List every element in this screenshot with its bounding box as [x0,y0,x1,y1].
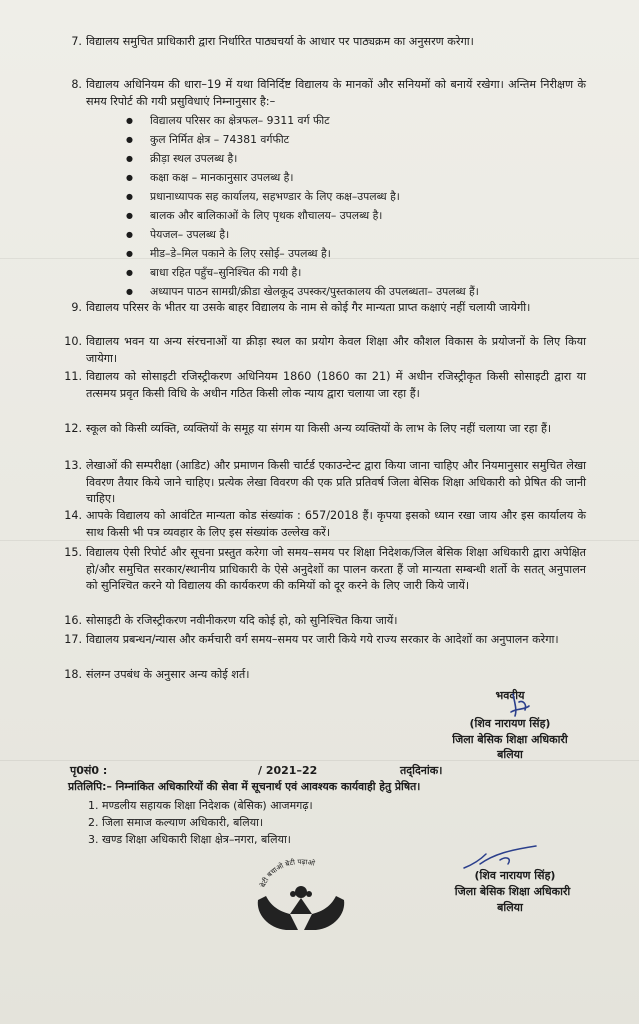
clause-text: विद्यालय अधिनियम की धारा–19 में यथा विनिर्दिष्ट विद्यालय के मानकों और सनियमों को बनायें रखेगा। अन्तिम निरीक्षण के समय रिपोर्ट की गयी प्रसुविधाएं निम्नानुसार है:– [86,78,586,108]
clause-number: 9. [71,301,82,314]
clause-number: 11. [64,370,82,383]
facility-item: ● मीड–डे–मिल पकाने के लिए रसोई– उपलब्ध है। [150,247,570,261]
facility-item: ● प्रधानाध्यापक सह कार्यालय, सहभण्डार के लिए कक्ष–उपलब्ध है। [150,190,570,204]
svg-text:बेटी बचाओ बेटी पढ़ाओ [258,857,316,888]
clause-10 [64,334,586,367]
clause-18 [64,667,586,684]
signatory-name: (शिव नारायण सिंह) [469,717,551,730]
clause-8 [71,77,586,110]
clause-14 [64,508,586,541]
facility-item: ● पेयजल– उपलब्ध है। [150,228,570,242]
signatory-designation: जिला बेसिक शिक्षा अधिकारी [452,733,568,746]
clause-12 [64,421,586,438]
facility-item: ● क्रीड़ा स्थल उपलब्ध है। [150,152,570,166]
clause-number: 13. [64,459,82,472]
signatory-name: (शिव नारायण सिंह) [474,869,556,882]
clause-number: 14. [64,509,82,522]
facility-item: ● बालक और बालिकाओं के लिए पृथक शौचालय– उपलब्ध है। [150,209,570,223]
clause-text: संलग्न उपबंध के अनुसार अन्य कोई शर्त। [86,668,250,681]
clause-number: 18. [64,668,82,681]
closing-salutation: भवदीय [495,689,525,702]
clause-number: 12. [64,422,82,435]
clause-text: विद्यालय परिसर के भीतर या उसके बाहर विद्यालय के नाम से कोई गैर मान्यता प्राप्त कक्षाएं नहीं चलायी जायेगी। [86,301,531,314]
clause-17 [64,632,586,649]
facility-item: ● कक्षा कक्ष – मानकानुसार उपलब्ध है। [150,171,570,185]
logo-text: बेटी बचाओ बेटी पढ़ाओ [259,857,316,889]
reference-year: / 2021–22 [258,764,318,777]
facility-item: ● विद्यालय परिसर का क्षेत्रफल– 9311 वर्ग फीट [150,114,570,128]
reference-number: पृ0सं0 : [70,764,108,777]
reference-date: तद्‌दिनांक। [400,764,443,777]
clause-text: लेखाओं की सम्परीक्षा (आडिट) और प्रमाणन किसी चार्टर्ड एकाउन्टेन्ट द्वारा किया जाना चाहिए और नियमानुसार समुचित लेखा विवरण तैयार किये जाने चाहिए। प्रत्येक लेखा विवरण की एक प्रति प्रतिवर्ष जिला बेसिक शिक्षा अधिकारी को प्रेषित की जानी चाहिए। [86,459,586,505]
clause-number: 8. [71,78,82,91]
clause-9 [71,300,586,317]
clause-number: 10. [64,335,82,348]
clause-number: 7. [71,35,82,48]
facility-item: ● कुल निर्मित क्षेत्र – 74381 वर्गफीट [150,133,570,147]
copy-recipient: 1. मण्डलीय सहायक शिक्षा निदेशक (बेसिक) आजमगढ़। [88,799,313,812]
beti-bachao-logo [246,856,356,936]
copy-heading: प्रतिलिपि:– निम्नांकित अधिकारियों की सेवा में सूचनार्थ एवं आवश्यक कार्यवाही हेतु प्रेषित। [68,780,421,793]
facility-item: ● बाधा रहित पहुँच–सुनिश्चित की गयी है। [150,266,570,280]
clause-13 [64,458,586,508]
signatory-place: बलिया [497,748,523,761]
clause-text: सोसाइटी के रजिस्ट्रीकरण नवीनीकरण यदि कोई हो, को सुनिश्चित किया जायें। [86,614,398,627]
clause-text: स्कूल को किसी व्यक्ति, व्यक्तियों के समूह या संगम या किसी अन्य व्यक्तियों के लाभ के लिए नहीं चलाया जा रहा हैं। [86,422,552,435]
signatory-designation: जिला बेसिक शिक्षा अधिकारी [454,885,571,898]
copy-recipient: 3. खण्ड शिक्षा अधिकारी शिक्षा क्षेत्र–नगरा, बलिया। [88,833,291,846]
clause-7 [71,34,586,51]
clause-text: विद्यालय भवन या अन्य संरचनाओं या क्रीड़ा स्थल का प्रयोग केवल शिक्षा और कौशल विकास के प्रयोजनों के लिए किया जायेगा। [86,335,586,365]
clause-text: आपके विद्यालय को आवंटित मान्यता कोड संख्यांक : 657/2018 हैं। कृपया इसको ध्यान रखा जाय और इस कार्यालय के साथ किसी भी पत्र व्यवहार के लिए इस संख्यांक उल्लेख करें। [86,509,586,539]
clause-16 [64,613,586,630]
clause-15 [64,545,586,595]
signatory-place: बलिया [497,901,523,914]
copy-recipient: 2. जिला समाज कल्याण अधिकारी, बलिया। [88,816,264,829]
clause-text: विद्यालय प्रबन्धन/न्यास और कर्मचारी वर्ग समय–समय पर जारी किये गये राज्य सरकार के आदेशों का अनुपालन करेगा। [86,633,559,646]
clause-text: विद्यालय को सोसाइटी रजिस्ट्रीकरण अधिनियम 1860 (1860 का 21) में अधीन रजिस्ट्रीकृत किसी सोसाइटी द्वारा या तत्समय प्रवृत किसी विधि के अधीन गठित किसी लोक न्याय द्वारा चलाया जा रहा हैं। [86,370,586,400]
clause-text: विद्यालय समुचित प्राधिकारी द्वारा निर्धारित पाठ्यचर्या के आधार पर पाठ्यक्रम का अनुसरण करेगा। [86,35,474,48]
clause-number: 15. [64,546,82,559]
clause-number: 16. [64,614,82,627]
facility-item: ● अध्यापन पाठन सामग्री/क्रीडा खेलकूद उपस्कर/पुस्तकालय की उपलब्धता– उपलब्ध हैं। [150,285,570,299]
clause-11 [64,369,586,402]
clause-number: 17. [64,633,82,646]
clause-text: विद्यालय ऐसी रिपोर्ट और सूचना प्रस्तुत करेगा जो समय–समय पर शिक्षा निदेशक/जिल बेसिक शिक्षा अधिकारी द्वारा अपेक्षित हो/और समुचित सरकार/स्थानीय प्राधिकारी के ऐसे अनुदेशों का पालन करता हैं जो मान्यता सम्बन्धी शर्तो के सतत् अनुपालन को सुनिश्चित करने यो विद्यालय की कार्यकरण की कमियों को दूर करने के लिए जारी किये जायें। [86,546,586,592]
